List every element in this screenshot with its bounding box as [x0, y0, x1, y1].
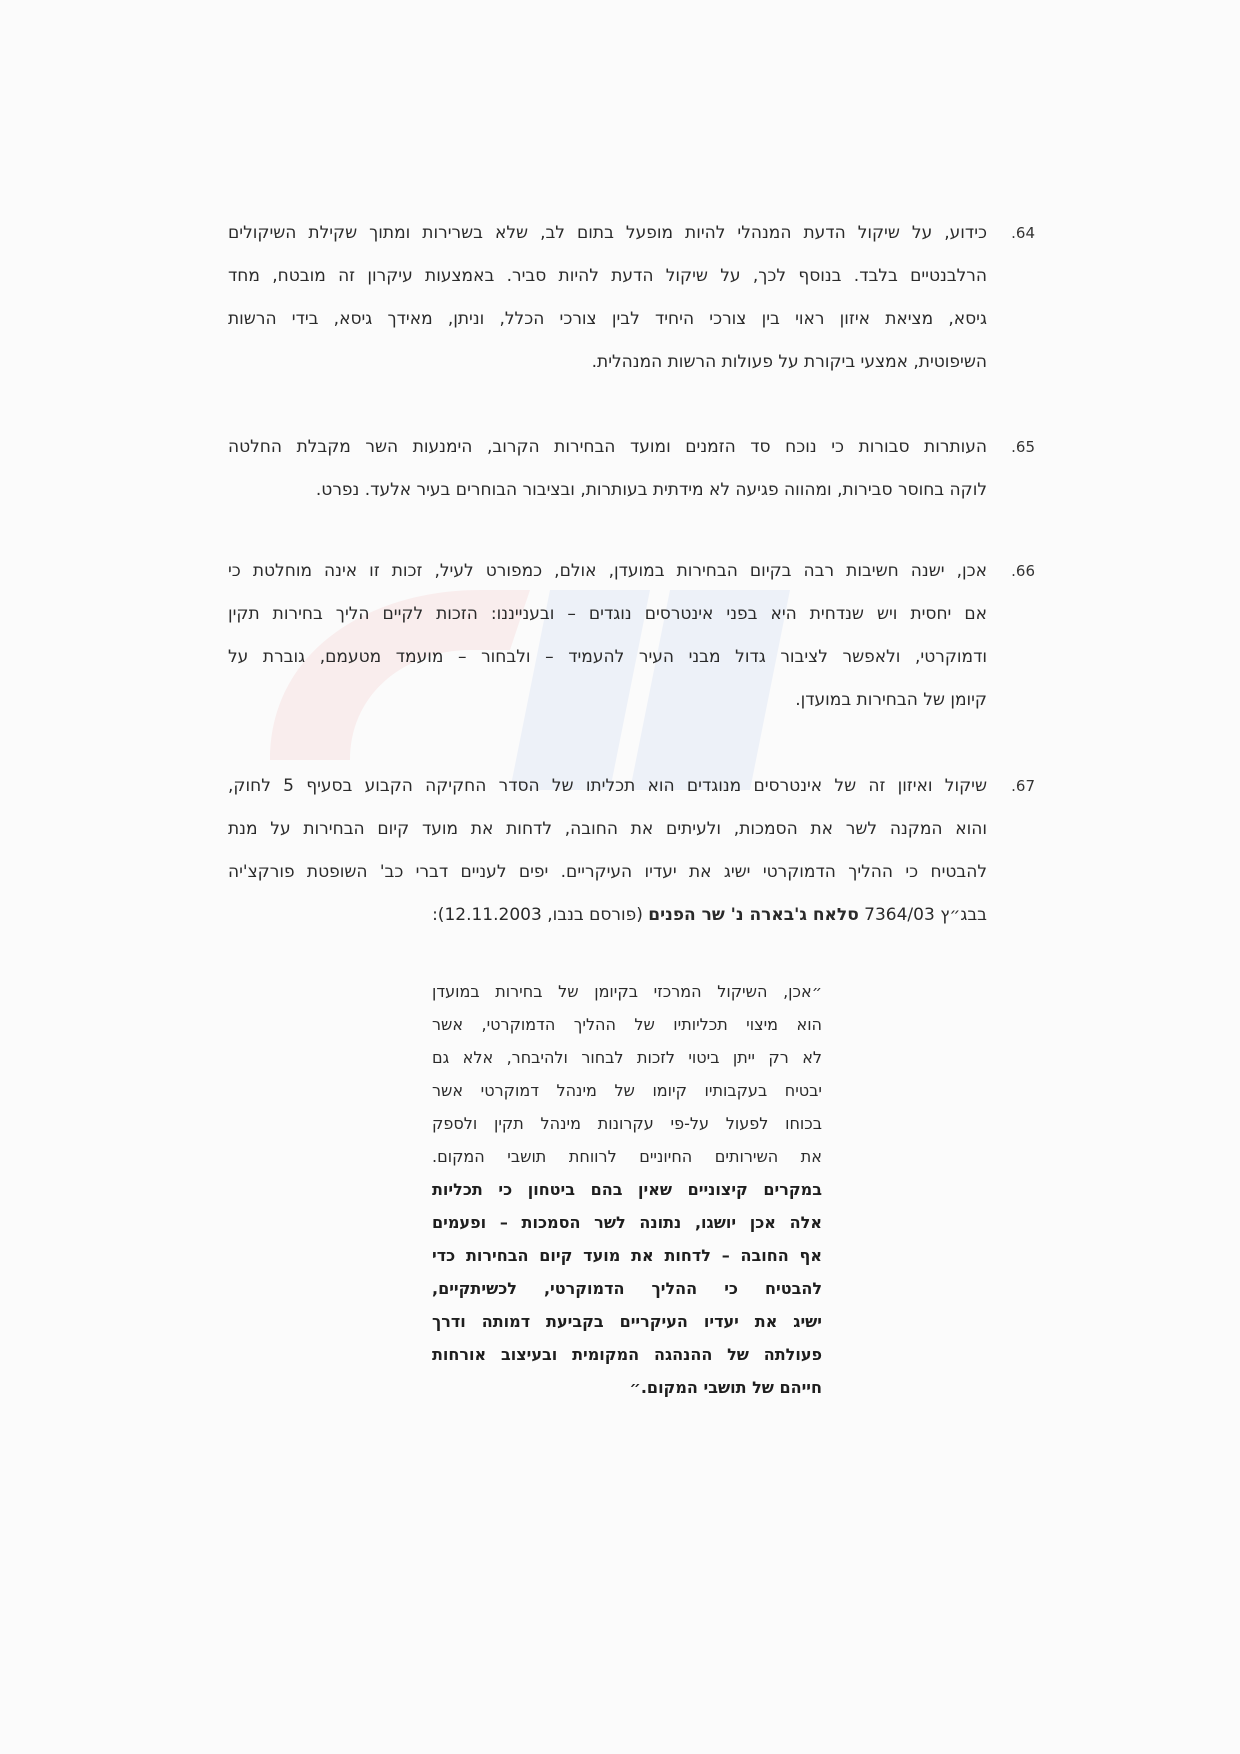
paragraph-line: העותרות סבורות כי נוכח סד הזמנים ומועד הבחירות הקרוב, הימנעות השר מקבלת החלטה [228, 437, 987, 457]
quote-line-emphasized: במקרים קיצוניים שאין בהם ביטחון כי תכליות [432, 1180, 822, 1199]
paragraph-line: להבטיח כי ההליך הדמוקרטי ישיג את יעדיו העיקריים. יפים לעניים דברי כב' השופטת פורקצ'יה [228, 862, 987, 882]
paragraph-line: ודמוקרטי, ולאפשר לציבור גדול מבני העיר להעמיד – ולבחור – מועמד מטעמם, גוברת על [228, 647, 987, 667]
citation-line [228, 894, 987, 937]
block-quote [432, 975, 822, 1404]
quote-line: יבטיח בעקבותיו קיומו של מינהל דמוקרטי אשר [432, 1081, 822, 1100]
quote-line-emphasized: אף החובה – לדחות את מועד קיום הבחירות כדי [432, 1246, 822, 1265]
quote-line-emphasized: חייהם של תושבי המקום.״ [629, 1378, 822, 1397]
paragraph-67 [228, 765, 987, 937]
citation-case-name: סלאח ג'בארה נ' שר הפנים [648, 905, 859, 925]
quote-line: את השירותים החיוניים לרווחת תושבי המקום. [432, 1147, 822, 1166]
paragraph-66 [228, 550, 987, 722]
quote-line-emphasized: להבטיח כי ההליך הדמוקרטי, לכשיתקיים, [432, 1279, 822, 1298]
paragraph-line: השיפוטית, אמצעי ביקורת על פעולות הרשות המנהלית. [591, 352, 987, 372]
quote-line: ״אכן, השיקול המרכזי בקיומן של בחירות במועדן [432, 982, 822, 1001]
quote-line-emphasized: פעולתה של ההנהגה המקומית ובעיצוב אורחות [432, 1345, 822, 1364]
paragraph-64 [228, 212, 987, 384]
paragraph-line: הרלבנטיים בלבד. בנוסף לכך, על שיקול הדעת להיות סביר. באמצעות עיקרון זה מובטח, מחד [228, 266, 987, 286]
paragraph-line: אם יחסית ויש שנדחית היא בפני אינטרסים נוגדים – ובענייננו: הזכות לקיים הליך בחירות תקין [228, 604, 987, 624]
paragraph-number-66: .66 [1011, 562, 1035, 580]
paragraph-number-67: .67 [1011, 777, 1035, 795]
quote-line-emphasized: ישיג את יעדיו העיקריים בקביעת דמותה ודרך [432, 1312, 822, 1331]
citation-source: (פורסם בנבו, 12.11.2003): [432, 905, 649, 925]
quote-line: בכוחו לפעול על-פי עקרונות מינהל תקין ולספק [432, 1114, 822, 1133]
quote-line-emphasized: אלה אכן יושגו, נתונה לשר הסמכות – ופעמים [432, 1213, 822, 1232]
quote-line: לא רק ייתן ביטוי לזכות לבחור ולהיבחר, אלא גם [432, 1048, 822, 1067]
paragraph-line: שיקול ואיזון זה של אינטרסים מנוגדים הוא תכליתו של הסדר החקיקה הקבוע בסעיף 5 לחוק, [228, 776, 987, 796]
paragraph-line: אכן, ישנה חשיבות רבה בקיום הבחירות במועדן, אולם, כמפורט לעיל, זכות זו אינה מוחלטת כי [228, 561, 987, 581]
paragraph-65 [228, 426, 987, 512]
paragraph-line: לוקה בחוסר סבירות, ומהווה פגיעה לא מידתית בעותרות, ובציבור הבוחרים בעיר אלעד. נפרט. [315, 480, 987, 500]
paragraph-number-64: .64 [1011, 224, 1035, 242]
quote-line: הוא מיצוי תכליותיו של ההליך הדמוקרטי, אשר [432, 1015, 822, 1034]
citation-case-number: בבג״ץ 7364/03 [858, 905, 987, 925]
paragraph-number-65: .65 [1011, 438, 1035, 456]
paragraph-line: והוא המקנה לשר את הסמכות, ולעיתים את החובה, לדחות את מועד קיום הבחירות על מנת [228, 819, 987, 839]
paragraph-line: קיומן של הבחירות במועדן. [795, 690, 987, 710]
paragraph-line: גיסא, מציאת איזון ראוי בין צורכי היחיד לבין צורכי הכלל, וניתן, מאידך גיסא, בידי הרשות [228, 309, 987, 329]
paragraph-line: כידוע, על שיקול הדעת המנהלי להיות מופעל בתום לב, שלא בשרירות ומתוך שקילת השיקולים [228, 223, 987, 243]
